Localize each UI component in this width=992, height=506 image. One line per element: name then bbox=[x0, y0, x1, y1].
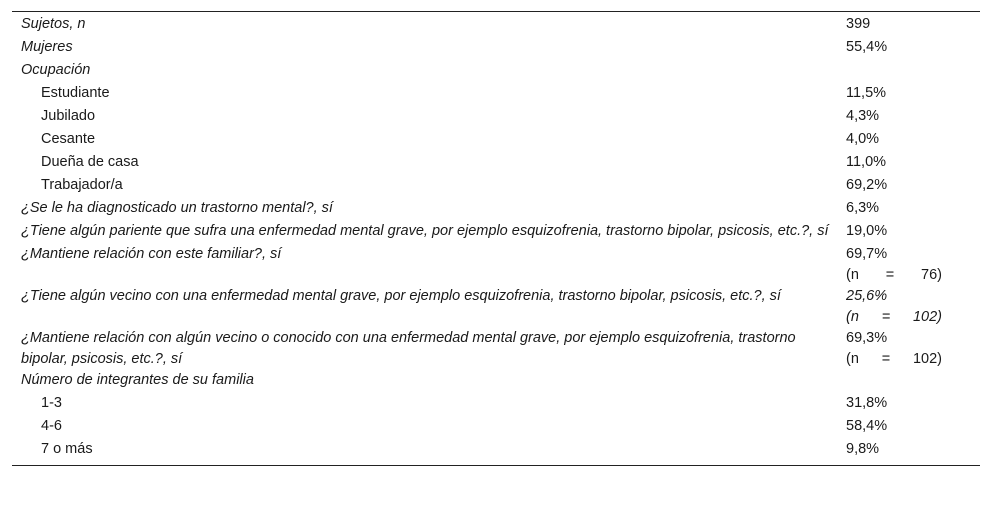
row-value: 4,3% bbox=[846, 108, 880, 124]
row-label: ¿Se le ha diagnosticado un trastorno mental?, sí bbox=[21, 200, 333, 216]
row-label: Dueña de casa bbox=[41, 154, 139, 170]
row-label: 4-6 bbox=[41, 418, 62, 434]
row-value-cell bbox=[834, 370, 980, 393]
sample-size-part: (n bbox=[846, 267, 859, 283]
demographics-table bbox=[12, 14, 980, 462]
row-value: 399 bbox=[846, 16, 871, 32]
table-row bbox=[12, 221, 980, 244]
row-label: 7 o más bbox=[41, 441, 93, 457]
row-label: Sujetos, n bbox=[21, 16, 86, 32]
row-value: 25,6% bbox=[846, 288, 888, 304]
row-value-cell bbox=[834, 83, 980, 106]
row-label: Trabajador/a bbox=[41, 177, 123, 193]
row-value-cell bbox=[834, 198, 980, 221]
sample-size-part: = bbox=[881, 309, 891, 325]
row-value-cell bbox=[834, 439, 980, 462]
row-value-cell bbox=[834, 286, 980, 328]
row-label: Ocupación bbox=[21, 62, 91, 78]
row-label: ¿Tiene algún pariente que sufra una enfermedad mental grave, por ejemplo esquizofrenia, trastorno bipolar, psicosis, etc.?, sí bbox=[21, 223, 829, 239]
row-value: 19,0% bbox=[846, 223, 888, 239]
row-label: Estudiante bbox=[41, 85, 110, 101]
table-row bbox=[12, 244, 980, 286]
row-label: 1-3 bbox=[41, 395, 62, 411]
row-value: 69,7% bbox=[846, 246, 888, 262]
sample-size bbox=[846, 265, 942, 286]
sample-size-part: (n bbox=[846, 351, 859, 367]
row-value: 9,8% bbox=[846, 441, 880, 457]
table-row bbox=[12, 129, 980, 152]
table-row bbox=[12, 286, 980, 328]
row-value-cell bbox=[834, 328, 980, 370]
row-label: Cesante bbox=[41, 131, 96, 147]
row-value-cell bbox=[834, 221, 980, 244]
sample-size bbox=[846, 349, 942, 370]
row-value: 11,0% bbox=[846, 154, 887, 170]
table-body bbox=[12, 14, 980, 462]
row-value-cell bbox=[834, 60, 980, 83]
row-value-cell bbox=[834, 129, 980, 152]
table-row bbox=[12, 152, 980, 175]
row-label: ¿Mantiene relación con este familiar?, sí bbox=[21, 246, 282, 262]
row-value-cell bbox=[834, 244, 980, 286]
row-label: Jubilado bbox=[41, 108, 96, 124]
row-value: 31,8% bbox=[846, 395, 888, 411]
row-label: ¿Tiene algún vecino con una enfermedad mental grave, por ejemplo esquizofrenia, trastorno bipolar, psicosis, etc.?, sí bbox=[21, 288, 781, 304]
row-value: 4,0% bbox=[846, 131, 880, 147]
table-row bbox=[12, 14, 980, 37]
table-row bbox=[12, 198, 980, 221]
table-row bbox=[12, 83, 980, 106]
table-row bbox=[12, 60, 980, 83]
row-label: Número de integrantes de su familia bbox=[21, 372, 254, 388]
sample-size bbox=[846, 307, 942, 328]
row-value: 55,4% bbox=[846, 39, 888, 55]
row-value-cell bbox=[834, 416, 980, 439]
sample-size-part: 76) bbox=[921, 267, 942, 283]
row-value-cell bbox=[834, 106, 980, 129]
sample-size-part: 102) bbox=[912, 309, 942, 325]
row-value: 58,4% bbox=[846, 418, 888, 434]
table-row bbox=[12, 106, 980, 129]
table-row bbox=[12, 393, 980, 416]
table-row bbox=[12, 370, 980, 393]
row-label: Mujeres bbox=[21, 39, 73, 55]
row-value: 69,2% bbox=[846, 177, 888, 193]
row-value-cell bbox=[834, 14, 980, 37]
row-value: 69,3% bbox=[846, 330, 888, 346]
table-row bbox=[12, 439, 980, 462]
table-row bbox=[12, 416, 980, 439]
table-row bbox=[12, 328, 980, 370]
row-value-cell bbox=[834, 152, 980, 175]
sample-size-part: 102) bbox=[912, 351, 942, 367]
sample-size-part: (n bbox=[846, 309, 859, 325]
row-label: ¿Mantiene relación con algún vecino o conocido con una enfermedad mental grave, por ejemplo esquizofrenia, trastorno bipolar, psicosis, etc.?, sí bbox=[21, 330, 796, 367]
sample-size-part: = bbox=[881, 351, 891, 367]
row-value: 11,5% bbox=[846, 85, 887, 101]
row-value: 6,3% bbox=[846, 200, 880, 216]
table-row bbox=[12, 37, 980, 60]
row-value-cell bbox=[834, 175, 980, 198]
sample-size-part: = bbox=[885, 267, 895, 283]
row-value-cell bbox=[834, 393, 980, 416]
demographics-table-container bbox=[12, 11, 980, 466]
row-value-cell bbox=[834, 37, 980, 60]
table-row bbox=[12, 175, 980, 198]
